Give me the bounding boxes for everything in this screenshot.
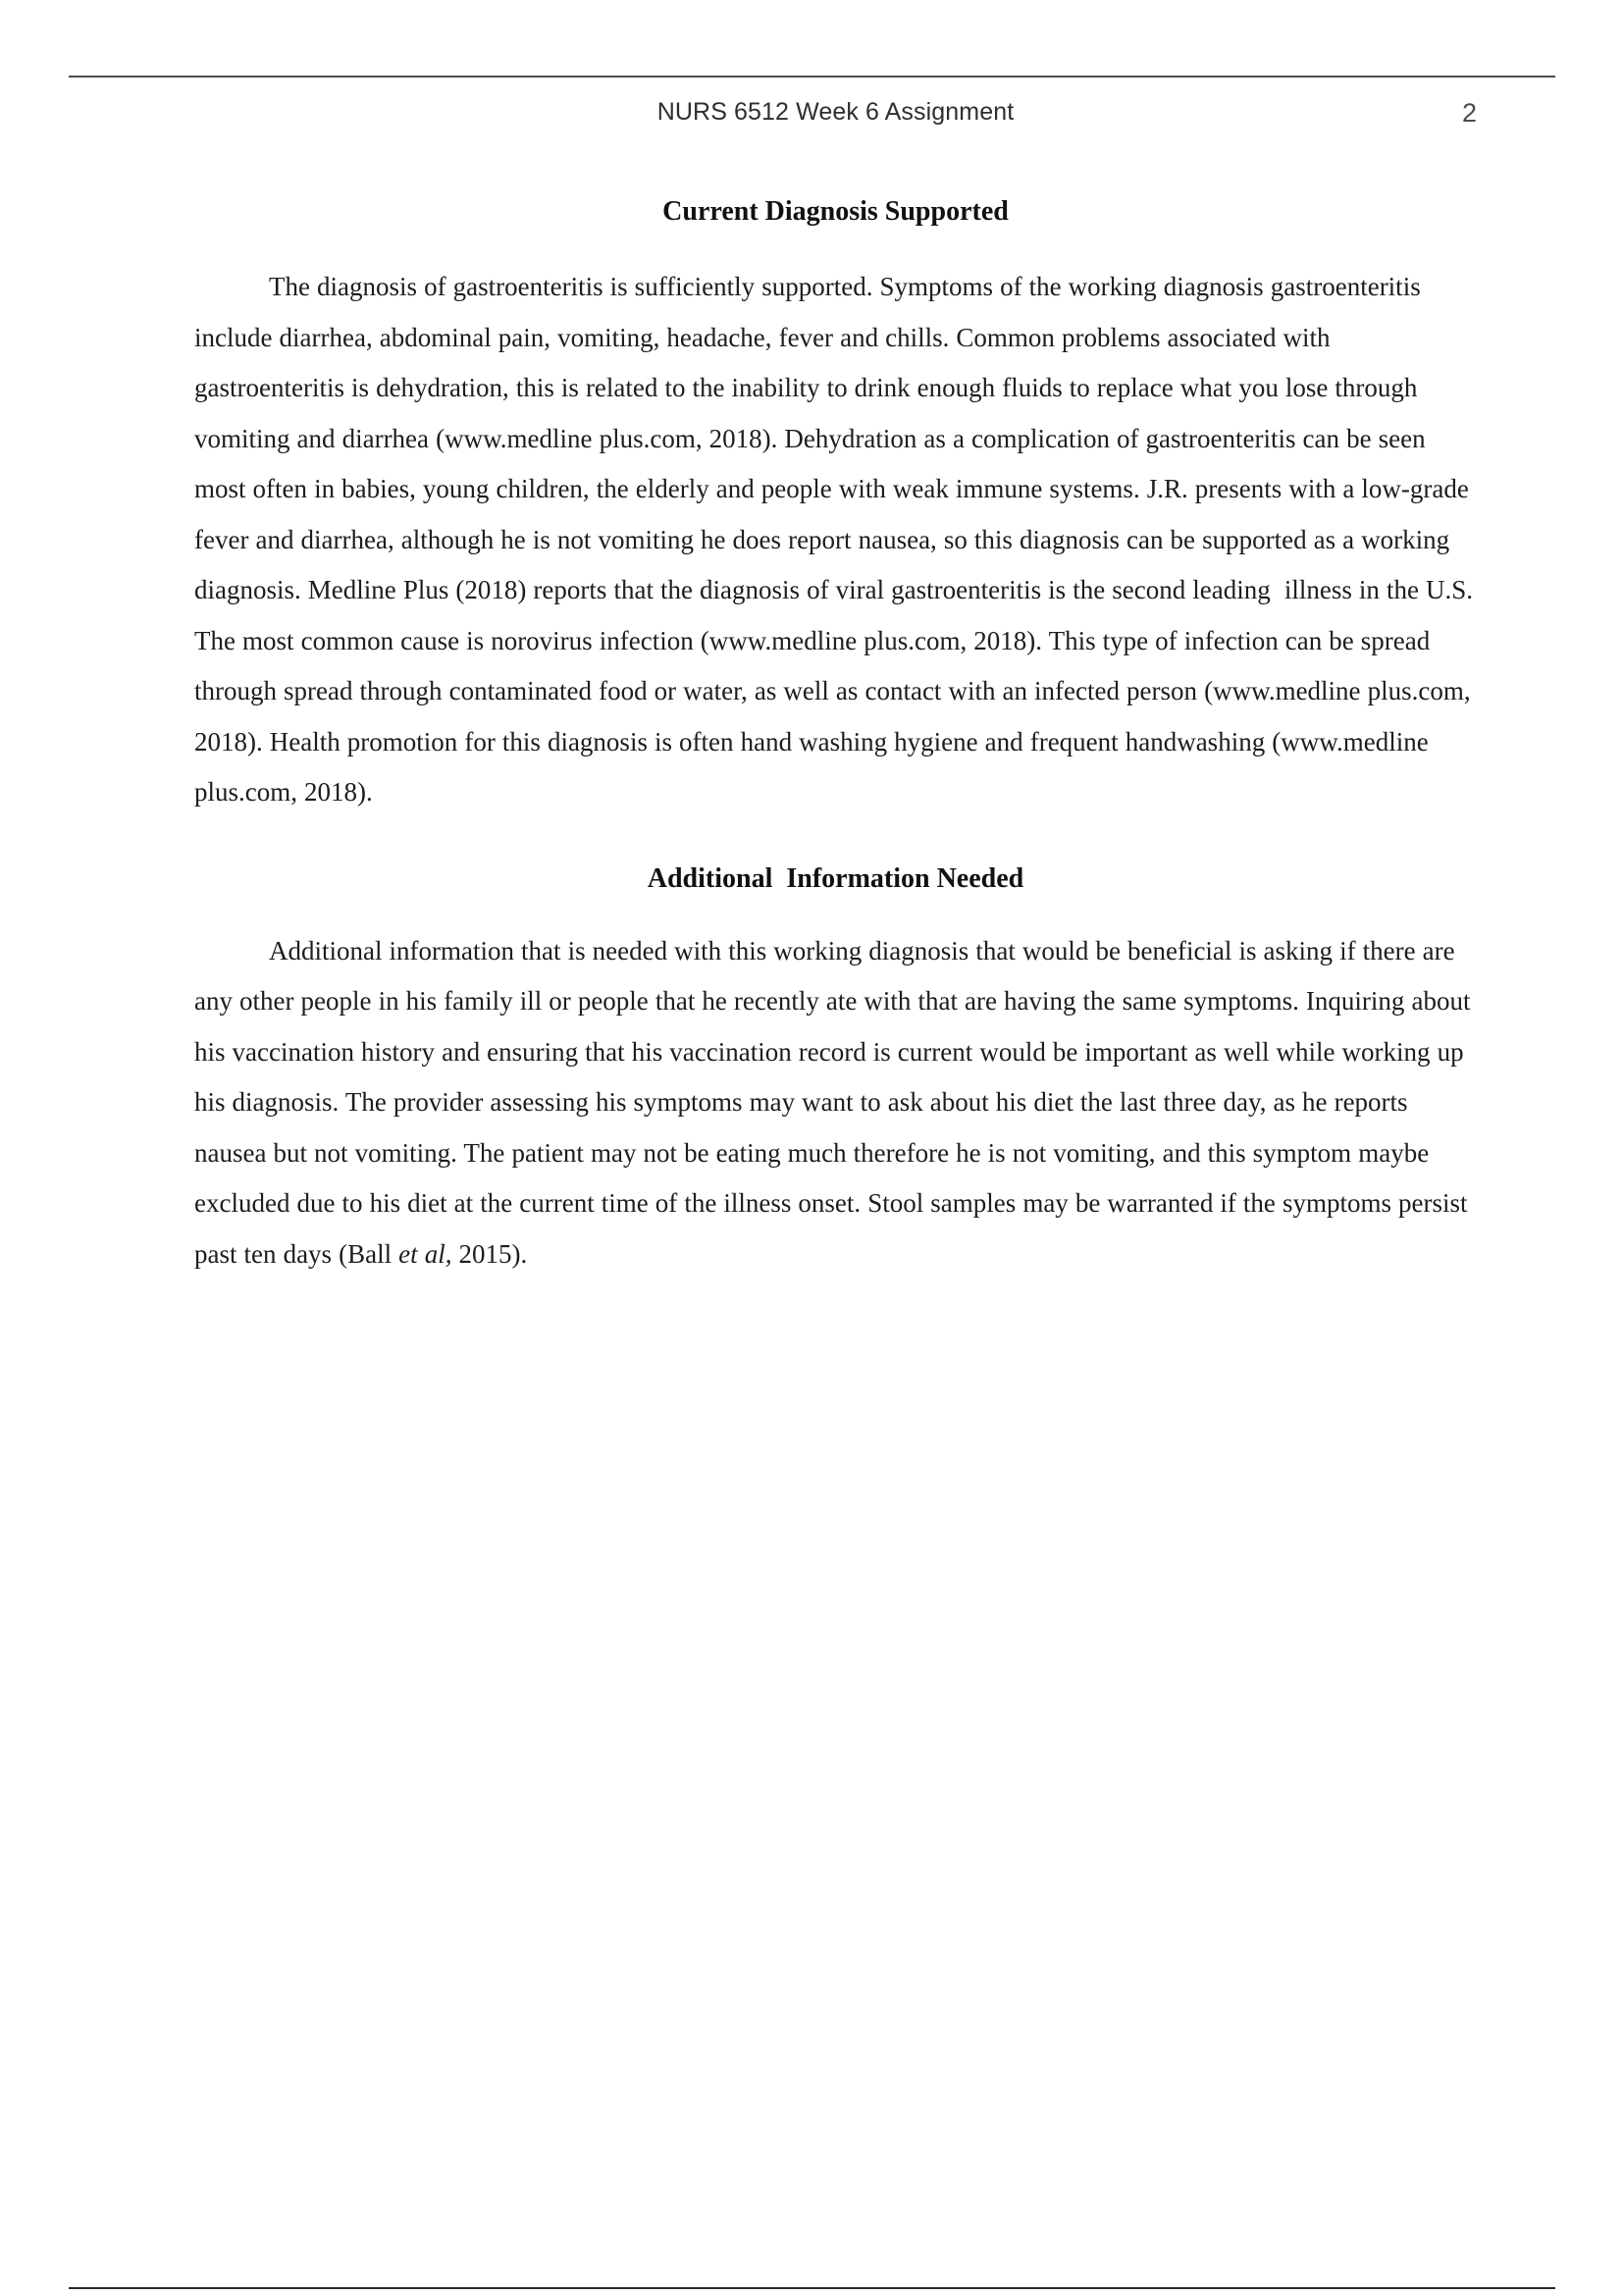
heading-spacer-2 (194, 905, 1477, 926)
heading-current-diagnosis-supported: Current Diagnosis Supported (662, 196, 1009, 227)
section-spacer (194, 818, 1477, 854)
footer-rule (69, 2287, 1555, 2289)
running-head (194, 98, 1477, 137)
paragraph-current-diagnosis-supported: The diagnosis of gastroenteritis is sufficiently supported. Symptoms of the working diagnosis gastroenteritis include diarrhea, abdominal pain, vomiting, headache, fever and chills. Common problems associated with gastroenteritis is dehydration, this is related to the inability to drink enough fluids to replace what you lose through vomiting and diarrhea (www.medline plus.com, 2018). Dehydration as a complication of gastroenteritis can be seen most often in babies, young children, the elderly and people with weak immune systems. J.R. presents with a low-grade fever and diarrhea, although he is not vomiting he does report nausea, so this diagnosis can be supported as a working diagnosis. Medline Plus (2018) reports that the diagnosis of viral gastroenteritis is the second leading illness in the U.S. The most common cause is norovirus infection (www.medline plus.com, 2018). This type of infection can be spread through spread through contaminated food or water, as well as contact with an infected person (www.medline plus.com, 2018). Health promotion for this diagnosis is often hand washing hygiene and frequent handwashing (www.medline plus.com, 2018). (194, 272, 1480, 807)
header-rule (69, 76, 1555, 78)
citation-et-al: et al, (398, 1238, 452, 1269)
heading-spacer (194, 237, 1477, 262)
page-number: 2 (1461, 98, 1477, 128)
heading-additional-information-needed: Additional Information Needed (647, 862, 1024, 894)
paragraph-text-after-citation: 2015). (451, 1238, 528, 1269)
paragraph-text-before-citation: Additional information that is needed with this working diagnosis that would be beneficial is asking if there are any other people in his family ill or people that he recently ate with that are having the same symptoms. Inquiring about his vaccination history and ensuring that his vaccination record is current would be important as well while working up his diagnosis. The provider assessing his symptoms may want to ask about his diet the last three day, as he reports nausea but not vomiting. The patient may not be eating much therefore he is not vomiting, and this symptom maybe excluded due to his diet at the current time of the illness onset. Stool samples may be warranted if the symptoms persist past ten days (Ball (194, 935, 1478, 1269)
document-body (194, 186, 1480, 1279)
paragraph-additional-information-needed (194, 926, 1477, 1280)
running-head-title: NURS 6512 Week 6 Assignment (656, 98, 1015, 126)
